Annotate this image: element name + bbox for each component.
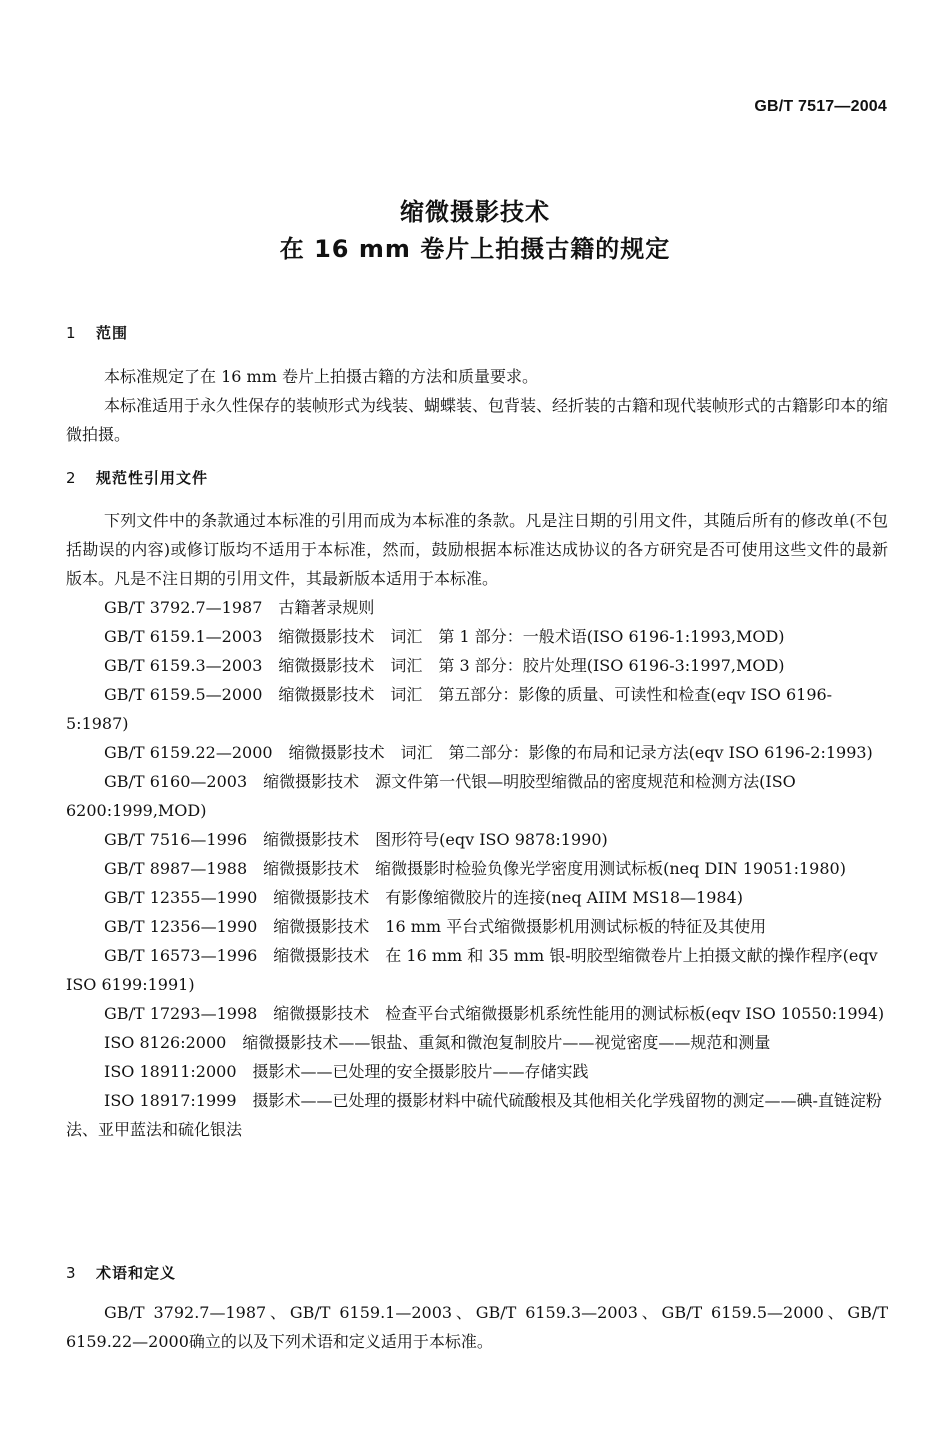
section-2-title: 规范性引用文件	[96, 469, 209, 487]
title-line-1: 缩微摄影技术	[400, 198, 550, 226]
section-1-heading	[66, 322, 128, 343]
reference-item: GB/T 6159.5—2000 缩微摄影技术 词汇 第五部分：影像的质量、可读性和检查(eqv ISO 6196-5:1987)	[66, 685, 833, 733]
reference-item: GB/T 8987—1988 缩微摄影技术 缩微摄影时检验负像光学密度用测试标板(neq DIN 19051:1980)	[104, 859, 846, 878]
reference-item: GB/T 16573—1996 缩微摄影技术 在 16 mm 和 35 mm 银-明胶型缩微卷片上拍摄文献的操作程序(eqv ISO 6199:1991)	[66, 946, 878, 994]
section-3-number: 3	[66, 1264, 77, 1282]
section-2-number: 2	[66, 469, 77, 487]
reference-item: GB/T 7516—1996 缩微摄影技术 图形符号(eqv ISO 9878:1990)	[104, 830, 608, 849]
reference-item: GB/T 6159.1—2003 缩微摄影技术 词汇 第 1 部分：一般术语(ISO 6196-1:1993,MOD)	[104, 627, 785, 646]
section-1-paragraph: 本标准适用于永久性保存的装帧形式为线装、蝴蝶装、包背装、经折装的古籍和现代装帧形式的古籍影印本的缩微拍摄。	[66, 396, 889, 444]
section-1-number: 1	[66, 324, 77, 342]
reference-item: GB/T 12356—1990 缩微摄影技术 16 mm 平台式缩微摄影机用测试标板的特征及其使用	[104, 917, 767, 936]
section-1-paragraph: 本标准规定了在 16 mm 卷片上拍摄古籍的方法和质量要求。	[104, 367, 538, 386]
section-2-intro: 下列文件中的条款通过本标准的引用而成为本标准的条款。凡是注日期的引用文件，其随后所有的修改单(不包括勘误的内容)或修订版均不适用于本标准，然而，鼓励根据本标准达成协议的各方研究是否可使用这些文件的最新版本。凡是不注日期的引用文件，其最新版本适用于本标准。	[66, 511, 888, 588]
section-1-body	[66, 362, 888, 449]
section-3-heading	[66, 1262, 176, 1283]
reference-item: GB/T 17293—1998 缩微摄影技术 检查平台式缩微摄影机系统性能用的测试标板(eqv ISO 10550:1994)	[104, 1004, 885, 1023]
reference-item: ISO 18917:1999 摄影术——已处理的摄影材料中硫代硫酸根及其他相关化学残留物的测定——碘-直链淀粉法、亚甲蓝法和硫化银法	[66, 1091, 882, 1139]
section-2-heading	[66, 467, 208, 488]
reference-item: GB/T 12355—1990 缩微摄影技术 有影像缩微胶片的连接(neq AIIM MS18—1984)	[104, 888, 743, 907]
reference-item: ISO 18911:2000 摄影术——已处理的安全摄影胶片——存储实践	[104, 1062, 589, 1081]
reference-item: GB/T 3792.7—1987 古籍著录规则	[104, 598, 375, 617]
reference-item: GB/T 6159.22—2000 缩微摄影技术 词汇 第二部分：影像的布局和记录方法(eqv ISO 6196-2:1993)	[104, 743, 873, 762]
section-3-paragraph: GB/T 3792.7—1987、GB/T 6159.1—2003、GB/T 6159.3—2003、GB/T 6159.5—2000、GB/T 6159.22—2000确立的以及下列术语和定义适用于本标准。	[66, 1303, 888, 1351]
section-3-body	[66, 1298, 888, 1356]
reference-item: ISO 8126:2000 缩微摄影技术——银盐、重氮和微泡复制胶片——视觉密度——规范和测量	[104, 1033, 771, 1052]
section-1-title: 范围	[96, 324, 129, 342]
standard-code: GB/T 7517—2004	[754, 98, 887, 115]
title-line-2: 在 16 mm 卷片上拍摄古籍的规定	[279, 235, 671, 263]
reference-item: GB/T 6159.3—2003 缩微摄影技术 词汇 第 3 部分：胶片处理(ISO 6196-3:1997,MOD)	[104, 656, 785, 675]
section-2-body	[66, 506, 888, 1144]
section-3-title: 术语和定义	[96, 1264, 177, 1282]
reference-item: GB/T 6160—2003 缩微摄影技术 源文件第一代银—明胶型缩微品的密度规范和检测方法(ISO 6200:1999,MOD)	[66, 772, 796, 820]
